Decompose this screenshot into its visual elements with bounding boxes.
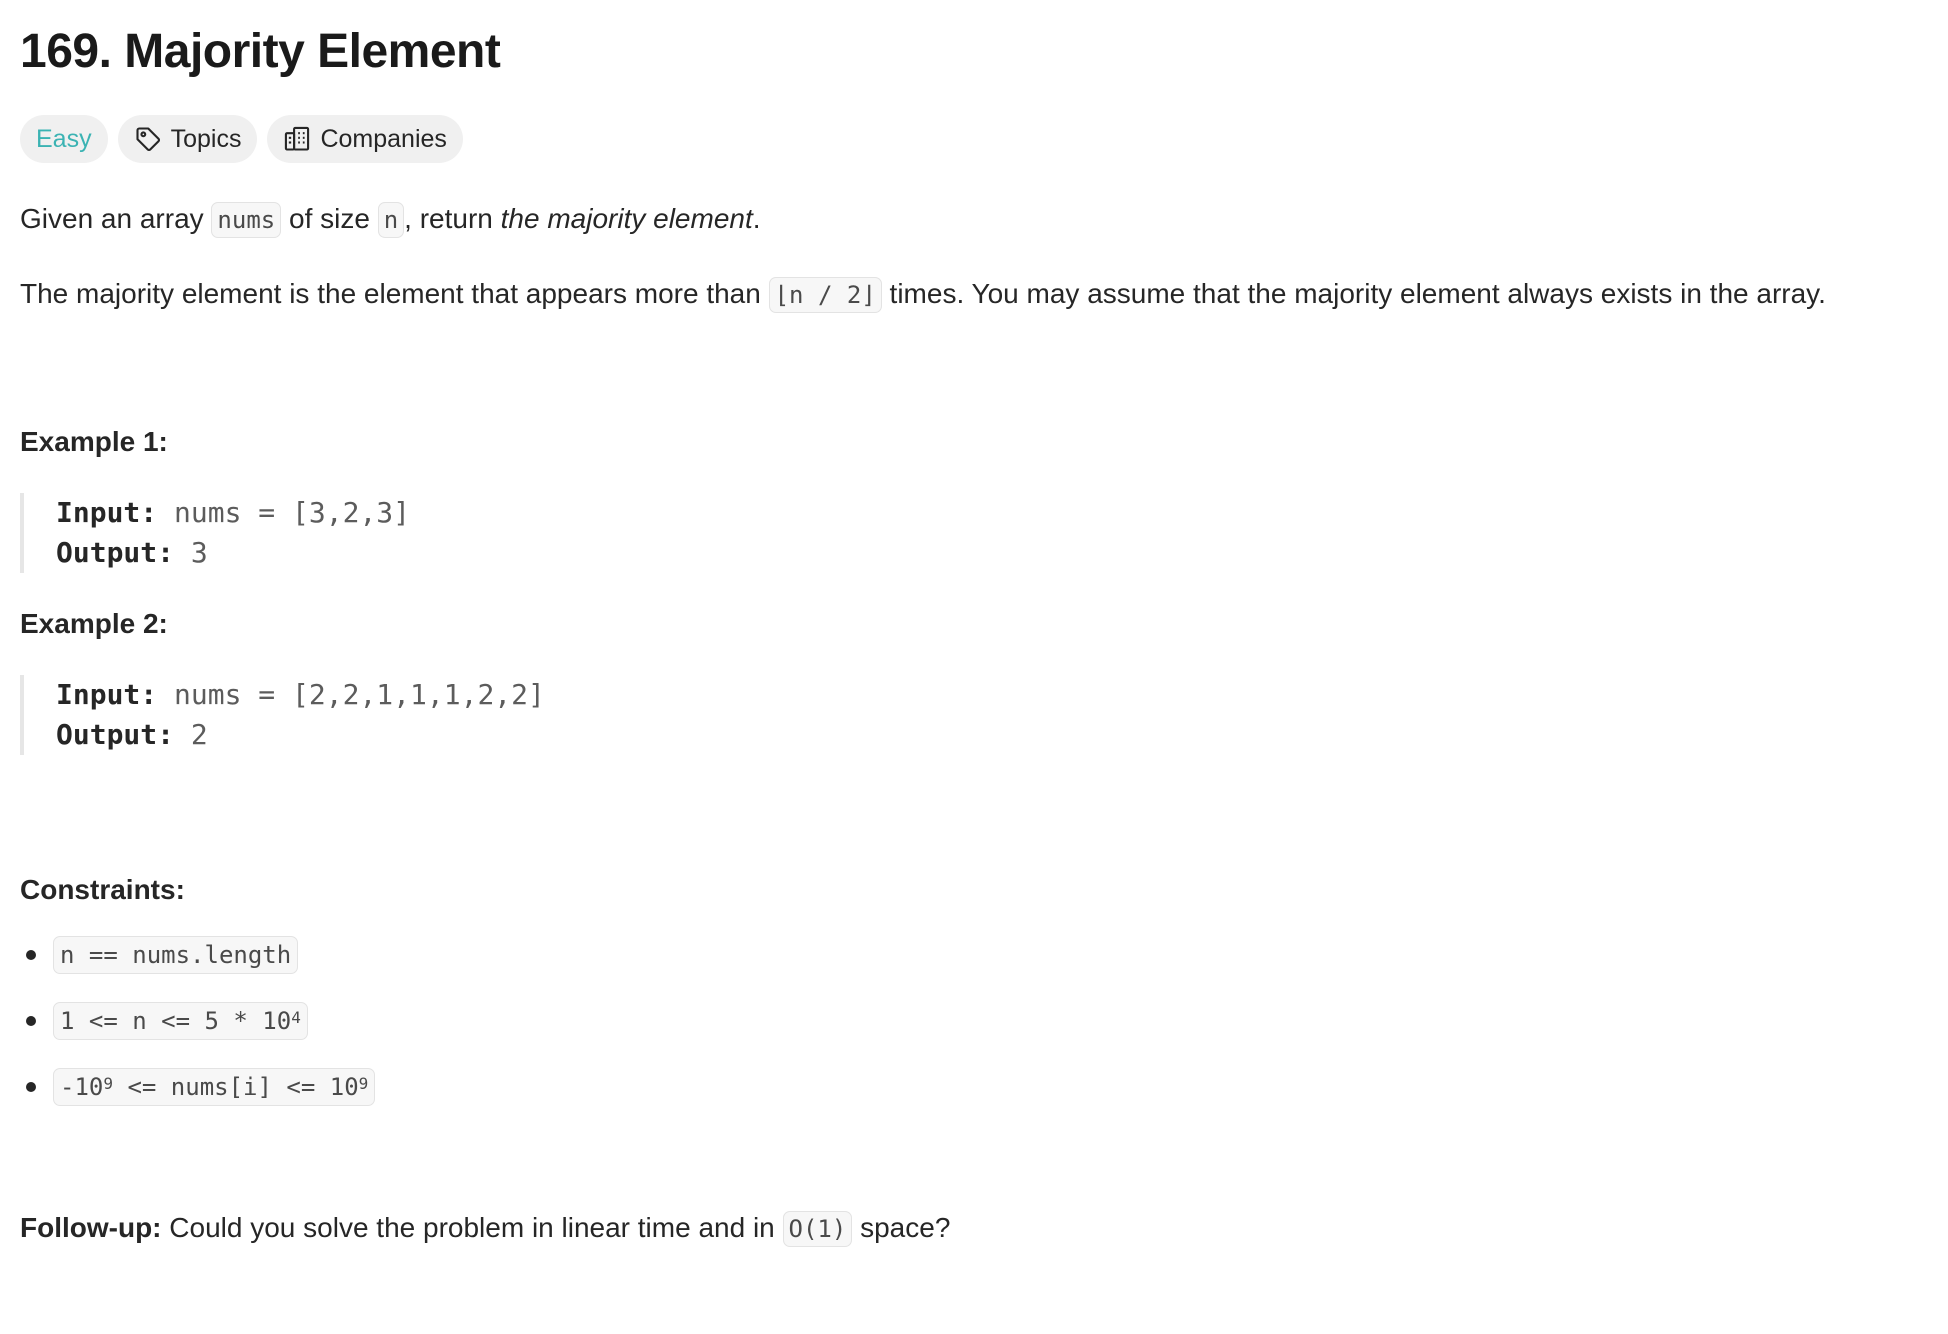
emphasis-majority-element: the majority element <box>500 203 753 234</box>
text: Could you solve the problem in linear time and in <box>161 1212 783 1243</box>
code-o1: O(1) <box>783 1211 853 1247</box>
example-1-block <box>20 493 1928 573</box>
code-n: n <box>378 202 404 238</box>
example-1-output <box>56 533 1928 573</box>
followup-paragraph <box>20 1208 1928 1249</box>
text: , return <box>404 203 501 234</box>
text: Given an array <box>20 203 212 234</box>
constraints-heading: Constraints: <box>20 874 185 905</box>
text: space? <box>852 1212 951 1243</box>
description-paragraph-1 <box>20 199 1928 240</box>
constraint-item <box>20 1001 1928 1041</box>
output-value: 2 <box>174 718 208 751</box>
difficulty-label: Easy <box>36 124 92 153</box>
bullet <box>26 950 36 960</box>
input-label: Input: <box>56 678 158 711</box>
companies-button[interactable] <box>267 115 462 163</box>
code-nums: nums <box>211 202 281 238</box>
example-2-block <box>20 675 1928 755</box>
example-2-heading: Example 2: <box>20 608 168 639</box>
topics-button[interactable] <box>118 115 258 163</box>
building-icon <box>283 125 311 153</box>
topics-label: Topics <box>170 124 242 153</box>
problem-title[interactable]: 169. Majority Element <box>20 25 501 78</box>
exponent: 4 <box>291 1008 301 1027</box>
tag-bar <box>20 115 1928 163</box>
example-2-output <box>56 715 1928 755</box>
tag-icon <box>134 125 162 153</box>
input-label: Input: <box>56 496 158 529</box>
followup-label: Follow-up: <box>20 1212 162 1243</box>
constraint-item <box>20 1067 1928 1107</box>
text: of size <box>281 203 378 234</box>
description-paragraph-2 <box>20 274 1928 315</box>
text: times. You may assume that the majority element always exists in the array. <box>881 278 1826 309</box>
input-value: nums = [3,2,3] <box>157 496 411 529</box>
constraints-list <box>20 935 1928 1107</box>
companies-label: Companies <box>320 124 447 153</box>
constraint-code <box>53 1068 375 1106</box>
code-floor-n-2: ⌊n / 2⌋ <box>769 277 882 313</box>
constraint-item <box>20 935 1928 975</box>
text: . <box>752 203 761 234</box>
bullet <box>26 1016 36 1026</box>
example-1-heading: Example 1: <box>20 426 168 457</box>
exponent: 9 <box>103 1074 113 1093</box>
bullet <box>26 1082 36 1092</box>
exponent: 9 <box>358 1074 369 1093</box>
example-1-input <box>56 493 1928 533</box>
output-label: Output: <box>56 718 175 751</box>
constraint-code <box>53 1002 308 1040</box>
text: 1 <= n <= 5 * 10 <box>60 1007 292 1035</box>
text: -10 <box>60 1073 104 1101</box>
difficulty-badge[interactable] <box>20 115 108 163</box>
text: <= nums[i] <= 10 <box>113 1073 359 1101</box>
input-value: nums = [2,2,1,1,1,2,2] <box>157 678 545 711</box>
example-2-input <box>56 675 1928 715</box>
output-value: 3 <box>174 536 208 569</box>
output-label: Output: <box>56 536 175 569</box>
constraint-code: n == nums.length <box>53 936 298 974</box>
text: The majority element is the element that appears more than <box>20 278 769 309</box>
